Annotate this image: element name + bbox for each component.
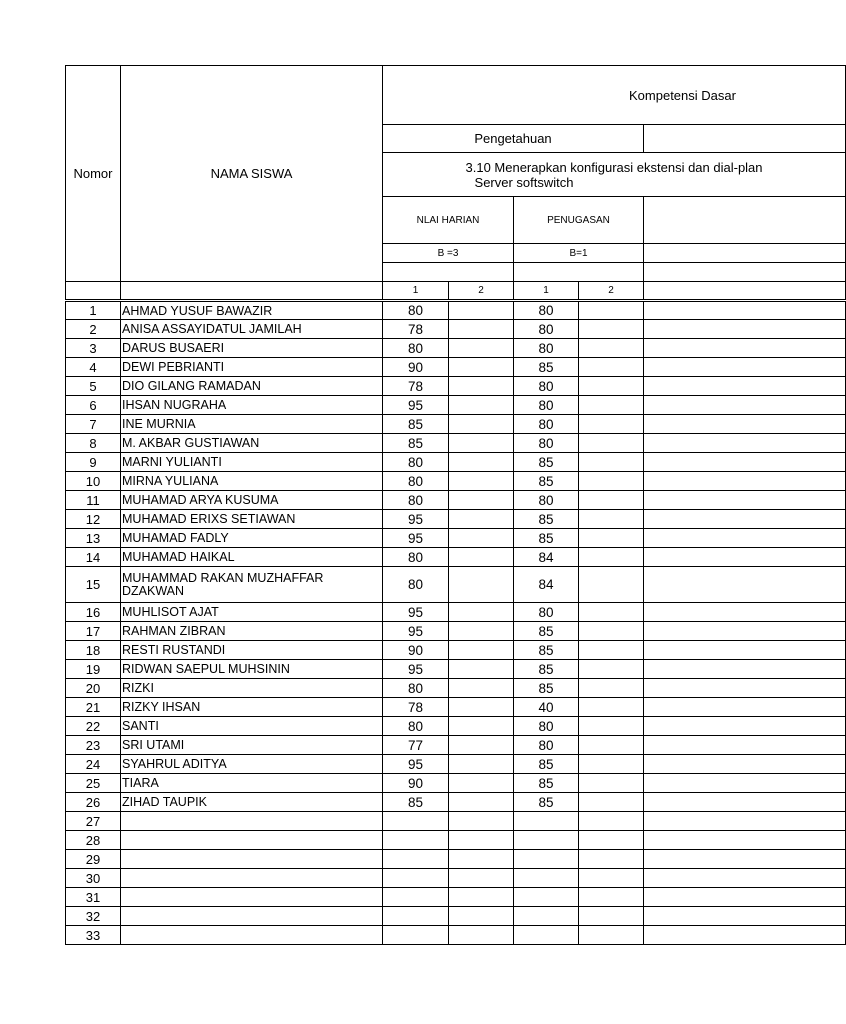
nilai-harian-2-cell[interactable]: [449, 793, 514, 812]
penugasan-2-cell[interactable]: [579, 510, 644, 529]
empty-cell[interactable]: [644, 774, 846, 793]
nilai-harian-2-cell[interactable]: [449, 812, 514, 831]
penugasan-2-cell[interactable]: [579, 660, 644, 679]
penugasan-2-cell[interactable]: [579, 377, 644, 396]
table-row: [66, 679, 846, 698]
nilai-harian-1-cell[interactable]: [383, 888, 449, 907]
student-name-cell[interactable]: DIO GILANG RAMADAN: [121, 377, 383, 396]
table-row: [66, 339, 846, 358]
penugasan-1-cell[interactable]: 80: [514, 603, 579, 622]
table-row: [66, 453, 846, 472]
empty-cell[interactable]: [644, 850, 846, 869]
penugasan-1-cell[interactable]: 80: [514, 736, 579, 755]
nilai-harian-2-cell[interactable]: [449, 510, 514, 529]
table-row: [66, 755, 846, 774]
penugasan-1-cell[interactable]: 85: [514, 793, 579, 812]
row-number-cell[interactable]: 29: [66, 850, 121, 869]
penugasan-1-cell[interactable]: [514, 869, 579, 888]
nilai-harian-2-cell[interactable]: [449, 434, 514, 453]
penugasan-2-cell[interactable]: [579, 529, 644, 548]
penugasan-2-cell[interactable]: [579, 907, 644, 926]
penugasan-1-cell[interactable]: 85: [514, 755, 579, 774]
penugasan-2-cell[interactable]: [579, 434, 644, 453]
row-number-cell[interactable]: 27: [66, 812, 121, 831]
empty-cell[interactable]: [644, 434, 846, 453]
penugasan-1-cell[interactable]: 85: [514, 472, 579, 491]
header-cell-blank: [644, 197, 846, 244]
penugasan-1-cell[interactable]: 85: [514, 622, 579, 641]
table-row: [66, 907, 846, 926]
header-nilai-harian: NLAI HARIAN: [383, 197, 514, 244]
penugasan-1-cell[interactable]: 85: [514, 453, 579, 472]
nilai-harian-2-cell[interactable]: [449, 622, 514, 641]
empty-cell[interactable]: [644, 812, 846, 831]
penugasan-2-cell[interactable]: [579, 641, 644, 660]
penugasan-1-cell[interactable]: 84: [514, 548, 579, 567]
penugasan-2-cell[interactable]: [579, 320, 644, 339]
table-row: [66, 831, 846, 850]
header-bobot-penugasan: B=1: [514, 244, 644, 263]
student-name-cell[interactable]: RIDWAN SAEPUL MUHSININ: [121, 660, 383, 679]
table-row: [66, 377, 846, 396]
penugasan-2-cell[interactable]: [579, 869, 644, 888]
student-name-cell[interactable]: MUHLISOT AJAT: [121, 603, 383, 622]
nilai-harian-2-cell[interactable]: [449, 641, 514, 660]
row-number-cell[interactable]: 21: [66, 698, 121, 717]
nilai-harian-2-cell[interactable]: [449, 831, 514, 850]
nilai-harian-1-cell[interactable]: 78: [383, 698, 449, 717]
nilai-harian-2-cell[interactable]: [449, 755, 514, 774]
row-number-cell[interactable]: 30: [66, 869, 121, 888]
nilai-harian-2-cell[interactable]: [449, 736, 514, 755]
header-kd-line1: 3.10 Menerapkan konfigurasi ekstensi dan dial-plan: [465, 159, 763, 175]
nilai-harian-1-cell[interactable]: 95: [383, 529, 449, 548]
student-name-cell[interactable]: [121, 869, 383, 888]
penugasan-2-cell[interactable]: [579, 736, 644, 755]
header-cell-blank: [383, 263, 514, 282]
empty-cell[interactable]: [644, 831, 846, 850]
penugasan-2-cell[interactable]: [579, 339, 644, 358]
penugasan-1-cell[interactable]: 80: [514, 339, 579, 358]
empty-cell[interactable]: [644, 641, 846, 660]
student-name-cell[interactable]: [121, 831, 383, 850]
table-row: [66, 529, 846, 548]
table-row: [66, 603, 846, 622]
penugasan-1-cell[interactable]: 80: [514, 434, 579, 453]
empty-cell[interactable]: [644, 869, 846, 888]
penugasan-1-cell[interactable]: 80: [514, 717, 579, 736]
student-name-cell[interactable]: MIRNA YULIANA: [121, 472, 383, 491]
nilai-harian-2-cell[interactable]: [449, 396, 514, 415]
row-number-cell[interactable]: 5: [66, 377, 121, 396]
student-name-cell[interactable]: IHSAN NUGRAHA: [121, 396, 383, 415]
row-number-cell[interactable]: 18: [66, 641, 121, 660]
student-name-cell[interactable]: ANISA ASSAYIDATUL JAMILAH: [121, 320, 383, 339]
table-row: [66, 888, 846, 907]
row-number-cell[interactable]: 26: [66, 793, 121, 812]
penugasan-1-cell[interactable]: 85: [514, 358, 579, 377]
penugasan-1-cell[interactable]: 85: [514, 774, 579, 793]
header-bobot-harian: B =3: [383, 244, 514, 263]
row-number-cell[interactable]: 28: [66, 831, 121, 850]
student-name-cell[interactable]: MUHAMAD ARYA KUSUMA: [121, 491, 383, 510]
nilai-harian-2-cell[interactable]: [449, 679, 514, 698]
nilai-harian-1-cell[interactable]: 95: [383, 603, 449, 622]
student-name-cell[interactable]: RESTI RUSTANDI: [121, 641, 383, 660]
header-col-penugasan-2: 2: [579, 282, 644, 301]
nilai-harian-2-cell[interactable]: [449, 850, 514, 869]
nilai-harian-1-cell[interactable]: 80: [383, 339, 449, 358]
table-row: [66, 660, 846, 679]
row-number-cell[interactable]: 9: [66, 453, 121, 472]
student-name-cell[interactable]: RIZKI: [121, 679, 383, 698]
student-name-cell[interactable]: MUHAMAD ERIXS SETIAWAN: [121, 510, 383, 529]
header-row-kompetensi: [66, 66, 846, 125]
penugasan-1-cell[interactable]: 85: [514, 679, 579, 698]
empty-cell[interactable]: [644, 717, 846, 736]
empty-cell[interactable]: [644, 567, 846, 603]
nilai-harian-2-cell[interactable]: [449, 907, 514, 926]
row-number-cell[interactable]: 12: [66, 510, 121, 529]
nilai-harian-2-cell[interactable]: [449, 415, 514, 434]
nilai-harian-1-cell[interactable]: [383, 926, 449, 945]
penugasan-1-cell[interactable]: [514, 850, 579, 869]
table-row: [66, 548, 846, 567]
table-row: [66, 567, 846, 603]
nilai-harian-1-cell[interactable]: [383, 850, 449, 869]
student-name-cell[interactable]: SYAHRUL ADITYA: [121, 755, 383, 774]
nilai-harian-2-cell[interactable]: [449, 529, 514, 548]
student-name-cell[interactable]: SRI UTAMI: [121, 736, 383, 755]
table-row: [66, 812, 846, 831]
row-number-cell[interactable]: 8: [66, 434, 121, 453]
table-row: [66, 774, 846, 793]
penugasan-2-cell[interactable]: [579, 491, 644, 510]
header-kd-line2: Server softswitch: [474, 174, 574, 190]
nilai-harian-1-cell[interactable]: 80: [383, 472, 449, 491]
penugasan-2-cell[interactable]: [579, 888, 644, 907]
penugasan-1-cell[interactable]: 85: [514, 529, 579, 548]
student-name-cell[interactable]: MUHAMAD FADLY: [121, 529, 383, 548]
penugasan-1-cell[interactable]: 85: [514, 641, 579, 660]
header-cell-blank: [644, 282, 846, 301]
table-row: [66, 510, 846, 529]
nilai-harian-1-cell[interactable]: 78: [383, 320, 449, 339]
row-number-cell[interactable]: 10: [66, 472, 121, 491]
penugasan-2-cell[interactable]: [579, 793, 644, 812]
table-row: [66, 472, 846, 491]
penugasan-2-cell[interactable]: [579, 358, 644, 377]
empty-cell[interactable]: [644, 510, 846, 529]
penugasan-1-cell[interactable]: [514, 907, 579, 926]
student-name-cell[interactable]: TIARA: [121, 774, 383, 793]
nilai-harian-1-cell[interactable]: [383, 869, 449, 888]
nilai-harian-1-cell[interactable]: 78: [383, 377, 449, 396]
nilai-harian-1-cell[interactable]: 77: [383, 736, 449, 755]
student-name-cell[interactable]: MARNI YULIANTI: [121, 453, 383, 472]
empty-cell[interactable]: [644, 660, 846, 679]
grade-table-viewport: [65, 65, 763, 952]
empty-cell[interactable]: [644, 529, 846, 548]
nilai-harian-1-cell[interactable]: 95: [383, 660, 449, 679]
nilai-harian-1-cell[interactable]: [383, 812, 449, 831]
penugasan-1-cell[interactable]: 40: [514, 698, 579, 717]
penugasan-2-cell[interactable]: [579, 622, 644, 641]
table-row: [66, 641, 846, 660]
empty-cell[interactable]: [644, 548, 846, 567]
nilai-harian-1-cell[interactable]: 80: [383, 453, 449, 472]
nilai-harian-2-cell[interactable]: [449, 888, 514, 907]
table-row: [66, 717, 846, 736]
penugasan-1-cell[interactable]: 80: [514, 491, 579, 510]
nilai-harian-1-cell[interactable]: 95: [383, 396, 449, 415]
nilai-harian-2-cell[interactable]: [449, 453, 514, 472]
header-col-harian-1: 1: [383, 282, 449, 301]
nilai-harian-2-cell[interactable]: [449, 548, 514, 567]
penugasan-2-cell[interactable]: [579, 717, 644, 736]
nilai-harian-2-cell[interactable]: [449, 358, 514, 377]
table-row: [66, 850, 846, 869]
nilai-harian-1-cell[interactable]: [383, 907, 449, 926]
empty-cell[interactable]: [644, 453, 846, 472]
row-number-cell[interactable]: 17: [66, 622, 121, 641]
penugasan-2-cell[interactable]: [579, 603, 644, 622]
header-kompetensi-dasar: Kompetensi Dasar: [383, 66, 846, 125]
nilai-harian-2-cell[interactable]: [449, 567, 514, 603]
nilai-harian-2-cell[interactable]: [449, 869, 514, 888]
nilai-harian-2-cell[interactable]: [449, 717, 514, 736]
nilai-harian-2-cell[interactable]: [449, 660, 514, 679]
table-row: [66, 926, 846, 945]
penugasan-2-cell[interactable]: [579, 755, 644, 774]
empty-cell[interactable]: [644, 301, 846, 320]
student-name-cell[interactable]: [121, 907, 383, 926]
empty-cell[interactable]: [644, 377, 846, 396]
student-name-cell[interactable]: DEWI PEBRIANTI: [121, 358, 383, 377]
table-row: [66, 434, 846, 453]
nilai-harian-1-cell[interactable]: 90: [383, 358, 449, 377]
penugasan-2-cell[interactable]: [579, 812, 644, 831]
nilai-harian-1-cell[interactable]: 90: [383, 641, 449, 660]
row-number-cell[interactable]: 20: [66, 679, 121, 698]
row-number-cell[interactable]: 13: [66, 529, 121, 548]
table-row: [66, 869, 846, 888]
student-name-cell[interactable]: [121, 926, 383, 945]
row-number-cell[interactable]: 2: [66, 320, 121, 339]
nilai-harian-2-cell[interactable]: [449, 698, 514, 717]
table-row: [66, 358, 846, 377]
header-row-column-numbers: [66, 282, 846, 301]
row-number-cell[interactable]: 33: [66, 926, 121, 945]
penugasan-1-cell[interactable]: [514, 831, 579, 850]
student-name-cell[interactable]: [121, 888, 383, 907]
nilai-harian-1-cell[interactable]: [383, 831, 449, 850]
table-row: [66, 698, 846, 717]
student-name-cell[interactable]: MUHAMAD HAIKAL: [121, 548, 383, 567]
nilai-harian-2-cell[interactable]: [449, 472, 514, 491]
student-name-cell[interactable]: DARUS BUSAERI: [121, 339, 383, 358]
student-name-cell[interactable]: [121, 850, 383, 869]
empty-cell[interactable]: [644, 888, 846, 907]
penugasan-1-cell[interactable]: 80: [514, 415, 579, 434]
row-number-cell[interactable]: 1: [66, 301, 121, 320]
row-number-cell[interactable]: 14: [66, 548, 121, 567]
row-number-cell[interactable]: 4: [66, 358, 121, 377]
penugasan-2-cell[interactable]: [579, 850, 644, 869]
penugasan-2-cell[interactable]: [579, 453, 644, 472]
table-row: [66, 736, 846, 755]
header-col-penugasan-1: 1: [514, 282, 579, 301]
table-row: [66, 491, 846, 510]
penugasan-1-cell[interactable]: 80: [514, 320, 579, 339]
row-number-cell[interactable]: 19: [66, 660, 121, 679]
row-number-cell[interactable]: 22: [66, 717, 121, 736]
penugasan-2-cell[interactable]: [579, 548, 644, 567]
student-name-cell[interactable]: AHMAD YUSUF BAWAZIR: [121, 301, 383, 320]
nilai-harian-1-cell[interactable]: 80: [383, 567, 449, 603]
empty-cell[interactable]: [644, 603, 846, 622]
nilai-harian-2-cell[interactable]: [449, 774, 514, 793]
penugasan-2-cell[interactable]: [579, 415, 644, 434]
header-cell-blank: [644, 263, 846, 282]
penugasan-1-cell[interactable]: [514, 812, 579, 831]
nilai-harian-1-cell[interactable]: 95: [383, 622, 449, 641]
header-penugasan: PENUGASAN: [514, 197, 644, 244]
empty-cell[interactable]: [644, 907, 846, 926]
penugasan-1-cell[interactable]: [514, 888, 579, 907]
header-nama-siswa: NAMA SISWA: [121, 66, 383, 282]
penugasan-1-cell[interactable]: 84: [514, 567, 579, 603]
penugasan-2-cell[interactable]: [579, 472, 644, 491]
nilai-harian-2-cell[interactable]: [449, 339, 514, 358]
empty-cell[interactable]: [644, 926, 846, 945]
student-name-cell[interactable]: ZIHAD TAUPIK: [121, 793, 383, 812]
empty-cell[interactable]: [644, 320, 846, 339]
row-number-cell[interactable]: 3: [66, 339, 121, 358]
penugasan-2-cell[interactable]: [579, 567, 644, 603]
penugasan-1-cell[interactable]: 85: [514, 510, 579, 529]
header-cell-blank: [644, 244, 846, 263]
penugasan-2-cell[interactable]: [579, 698, 644, 717]
header-kd-text: [383, 153, 846, 197]
student-name-cell[interactable]: RIZKY IHSAN: [121, 698, 383, 717]
empty-cell[interactable]: [644, 622, 846, 641]
header-pengetahuan: Pengetahuan: [383, 125, 644, 153]
nilai-harian-1-cell[interactable]: 80: [383, 301, 449, 320]
nilai-harian-2-cell[interactable]: [449, 301, 514, 320]
nilai-harian-2-cell[interactable]: [449, 603, 514, 622]
nilai-harian-2-cell[interactable]: [449, 320, 514, 339]
nilai-harian-1-cell[interactable]: 95: [383, 510, 449, 529]
grade-table: [65, 65, 846, 945]
student-name-cell[interactable]: SANTI: [121, 717, 383, 736]
nilai-harian-1-cell[interactable]: 95: [383, 755, 449, 774]
row-number-cell[interactable]: 32: [66, 907, 121, 926]
nilai-harian-1-cell[interactable]: 90: [383, 774, 449, 793]
header-cell-blank: [644, 125, 846, 153]
nilai-harian-1-cell[interactable]: 80: [383, 717, 449, 736]
penugasan-1-cell[interactable]: [514, 926, 579, 945]
empty-cell[interactable]: [644, 339, 846, 358]
penugasan-2-cell[interactable]: [579, 831, 644, 850]
empty-cell[interactable]: [644, 755, 846, 774]
row-number-cell[interactable]: 7: [66, 415, 121, 434]
header-col-harian-2: 2: [449, 282, 514, 301]
empty-cell[interactable]: [644, 793, 846, 812]
header-cell-blank: [514, 263, 644, 282]
student-name-cell[interactable]: MUHAMMAD RAKAN MUZHAFFAR DZAKWAN: [121, 567, 383, 603]
student-name-cell[interactable]: [121, 812, 383, 831]
empty-cell[interactable]: [644, 472, 846, 491]
table-row: [66, 301, 846, 320]
nilai-harian-2-cell[interactable]: [449, 377, 514, 396]
table-row: [66, 793, 846, 812]
header-cell-blank: [121, 282, 383, 301]
row-number-cell[interactable]: 25: [66, 774, 121, 793]
penugasan-2-cell[interactable]: [579, 774, 644, 793]
row-number-cell[interactable]: 11: [66, 491, 121, 510]
nilai-harian-2-cell[interactable]: [449, 491, 514, 510]
penugasan-1-cell[interactable]: 80: [514, 377, 579, 396]
row-number-cell[interactable]: 15: [66, 567, 121, 603]
row-number-cell[interactable]: 16: [66, 603, 121, 622]
row-number-cell[interactable]: 23: [66, 736, 121, 755]
empty-cell[interactable]: [644, 736, 846, 755]
empty-cell[interactable]: [644, 491, 846, 510]
penugasan-2-cell[interactable]: [579, 301, 644, 320]
penugasan-2-cell[interactable]: [579, 679, 644, 698]
empty-cell[interactable]: [644, 415, 846, 434]
row-number-cell[interactable]: 31: [66, 888, 121, 907]
header-nomor: Nomor: [66, 66, 121, 282]
nilai-harian-1-cell[interactable]: 80: [383, 491, 449, 510]
student-name-cell[interactable]: RAHMAN ZIBRAN: [121, 622, 383, 641]
penugasan-1-cell[interactable]: 80: [514, 396, 579, 415]
student-name-cell[interactable]: M. AKBAR GUSTIAWAN: [121, 434, 383, 453]
row-number-cell[interactable]: 6: [66, 396, 121, 415]
penugasan-2-cell[interactable]: [579, 396, 644, 415]
row-number-cell[interactable]: 24: [66, 755, 121, 774]
table-row: [66, 396, 846, 415]
empty-cell[interactable]: [644, 698, 846, 717]
table-row: [66, 320, 846, 339]
nilai-harian-1-cell[interactable]: 80: [383, 548, 449, 567]
empty-cell[interactable]: [644, 679, 846, 698]
penugasan-1-cell[interactable]: 85: [514, 660, 579, 679]
nilai-harian-1-cell[interactable]: 80: [383, 679, 449, 698]
penugasan-1-cell[interactable]: 80: [514, 301, 579, 320]
penugasan-2-cell[interactable]: [579, 926, 644, 945]
empty-cell[interactable]: [644, 358, 846, 377]
table-row: [66, 622, 846, 641]
nilai-harian-1-cell[interactable]: 85: [383, 793, 449, 812]
nilai-harian-1-cell[interactable]: 85: [383, 415, 449, 434]
nilai-harian-1-cell[interactable]: 85: [383, 434, 449, 453]
student-name-cell[interactable]: INE MURNIA: [121, 415, 383, 434]
nilai-harian-2-cell[interactable]: [449, 926, 514, 945]
table-row: [66, 415, 846, 434]
empty-cell[interactable]: [644, 396, 846, 415]
header-cell-blank: [66, 282, 121, 301]
